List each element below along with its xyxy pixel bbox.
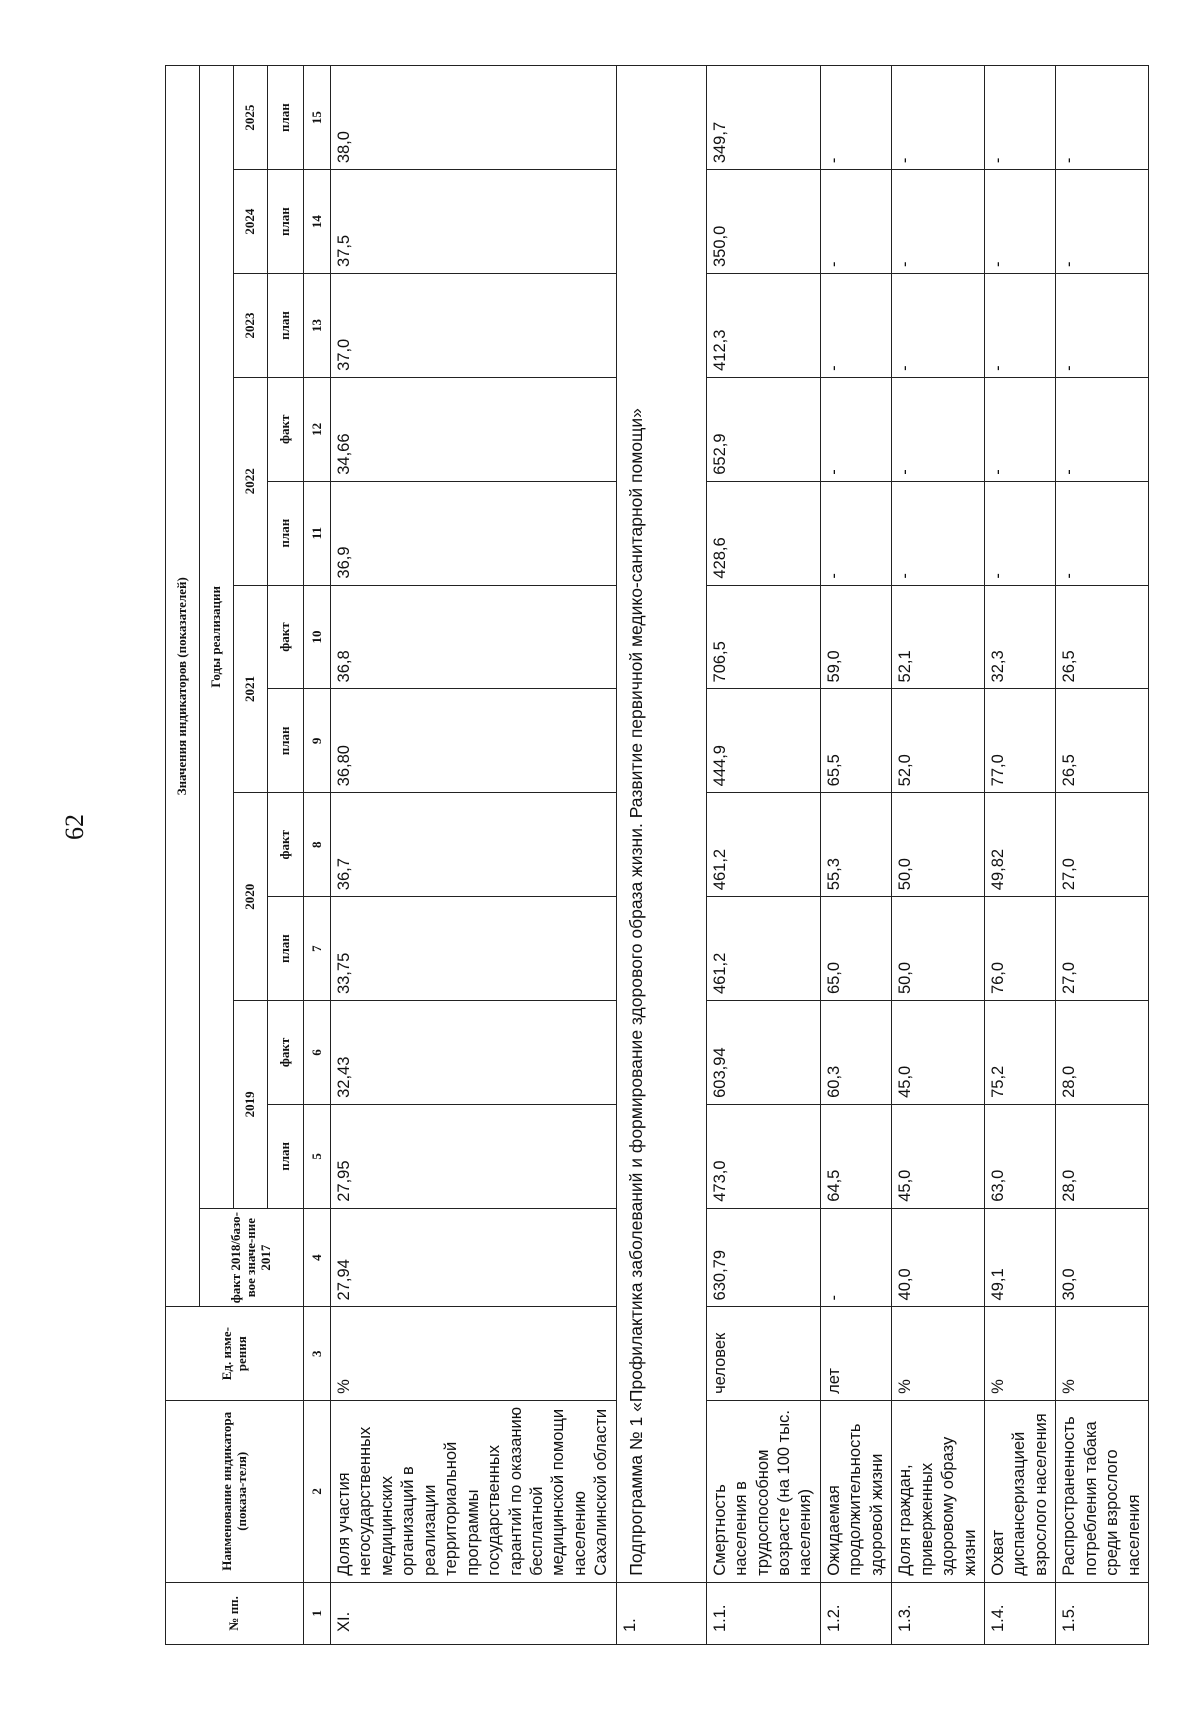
value-cell: 652,9 xyxy=(706,377,820,481)
unit-cell: % xyxy=(892,1307,985,1400)
value-cell: 38,0 xyxy=(331,66,617,170)
table-row xyxy=(820,66,891,1645)
value-cell: 473,0 xyxy=(706,1104,820,1208)
header-years-group: Годы реализации xyxy=(200,66,234,1209)
indicator-name: Распространенность потребления табака среди взрослого населения xyxy=(1056,1400,1149,1582)
value-cell: - xyxy=(892,481,985,585)
value-cell: 50,0 xyxy=(892,897,985,1001)
value-cell: 37,0 xyxy=(331,274,617,378)
header-plan: план xyxy=(268,170,304,274)
base-value-cell: 40,0 xyxy=(892,1208,985,1307)
header-unit: Ед. изме-рения xyxy=(166,1307,304,1400)
header-fact: факт xyxy=(268,793,304,897)
value-cell: 349,7 xyxy=(706,66,820,170)
base-value-cell: 27,94 xyxy=(331,1208,617,1307)
table-row xyxy=(984,66,1055,1645)
value-cell: 32,43 xyxy=(331,1001,617,1105)
table-body xyxy=(331,66,1149,1645)
value-cell: 60,3 xyxy=(820,1001,891,1105)
value-cell: 75,2 xyxy=(984,1001,1055,1105)
indicator-name: Смертность населения в трудоспособном возрасте (на 100 тыс. населения) xyxy=(706,1400,820,1582)
column-number: 9 xyxy=(304,689,331,793)
value-cell: 65,5 xyxy=(820,689,891,793)
value-cell: 26,5 xyxy=(1056,689,1149,793)
value-cell: 50,0 xyxy=(892,793,985,897)
column-number: 14 xyxy=(304,170,331,274)
header-num: № пп. xyxy=(166,1582,304,1644)
value-cell: - xyxy=(892,170,985,274)
value-cell: - xyxy=(1056,170,1149,274)
header-plan: план xyxy=(268,66,304,170)
column-number: 4 xyxy=(304,1208,331,1307)
value-cell: - xyxy=(984,170,1055,274)
value-cell: 52,0 xyxy=(892,689,985,793)
row-number: 1. xyxy=(616,1582,706,1644)
value-cell: 26,5 xyxy=(1056,585,1149,689)
value-cell: 461,2 xyxy=(706,793,820,897)
row-number: 1.1. xyxy=(706,1582,820,1644)
column-number: 6 xyxy=(304,1001,331,1105)
indicator-name: Ожидаемая продолжительность здоровой жизни xyxy=(820,1400,891,1582)
unit-cell: % xyxy=(1056,1307,1149,1400)
value-cell: - xyxy=(820,170,891,274)
value-cell: 36,9 xyxy=(331,481,617,585)
header-year-2019: 2019 xyxy=(234,1001,268,1209)
value-cell: 350,0 xyxy=(706,170,820,274)
table-row xyxy=(331,66,617,1645)
header-year-2020: 2020 xyxy=(234,793,268,1001)
value-cell: 28,0 xyxy=(1056,1001,1149,1105)
value-cell: 76,0 xyxy=(984,897,1055,1001)
value-cell: 706,5 xyxy=(706,585,820,689)
value-cell: - xyxy=(892,66,985,170)
value-cell: - xyxy=(984,377,1055,481)
value-cell: 33,75 xyxy=(331,897,617,1001)
column-number: 8 xyxy=(304,793,331,897)
header-year-2022: 2022 xyxy=(234,377,268,585)
rotated-page-content xyxy=(165,65,1143,1645)
header-year-2021: 2021 xyxy=(234,585,268,793)
base-value-cell: 49,1 xyxy=(984,1208,1055,1307)
row-number: 1.2. xyxy=(820,1582,891,1644)
column-number: 5 xyxy=(304,1104,331,1208)
value-cell: - xyxy=(820,66,891,170)
unit-cell: человек xyxy=(706,1307,820,1400)
value-cell: - xyxy=(892,274,985,378)
value-cell: 63,0 xyxy=(984,1104,1055,1208)
header-name: Наименование индикатора (показа-теля) xyxy=(166,1400,304,1582)
value-cell: - xyxy=(820,481,891,585)
value-cell: 45,0 xyxy=(892,1104,985,1208)
base-value-cell: 30,0 xyxy=(1056,1208,1149,1307)
value-cell: 45,0 xyxy=(892,1001,985,1105)
value-cell: 65,0 xyxy=(820,897,891,1001)
base-value-cell: - xyxy=(820,1208,891,1307)
value-cell: 444,9 xyxy=(706,689,820,793)
value-cell: - xyxy=(1056,66,1149,170)
unit-cell: лет xyxy=(820,1307,891,1400)
column-number: 2 xyxy=(304,1400,331,1582)
table-row xyxy=(706,66,820,1645)
unit-cell: % xyxy=(984,1307,1055,1400)
value-cell: 37,5 xyxy=(331,170,617,274)
value-cell: 59,0 xyxy=(820,585,891,689)
unit-cell: % xyxy=(331,1307,617,1400)
header-fact: факт xyxy=(268,585,304,689)
section-title: Подпрограмма № 1 «Профилактика заболеваний и формирование здорового образа жизни. Развитие первичной медико-санитарной помощи» xyxy=(616,66,706,1583)
header-plan: план xyxy=(268,897,304,1001)
header-year-2025: 2025 xyxy=(234,66,268,170)
value-cell: 36,8 xyxy=(331,585,617,689)
column-number: 15 xyxy=(304,66,331,170)
table-row xyxy=(1056,66,1149,1645)
value-cell: 412,3 xyxy=(706,274,820,378)
value-cell: 52,1 xyxy=(892,585,985,689)
value-cell: 32,3 xyxy=(984,585,1055,689)
value-cell: 34,66 xyxy=(331,377,617,481)
value-cell: 27,0 xyxy=(1056,793,1149,897)
header-values-group: Значения индикаторов (показателей) xyxy=(166,66,200,1307)
value-cell: 77,0 xyxy=(984,689,1055,793)
row-number: 1.3. xyxy=(892,1582,985,1644)
column-number: 12 xyxy=(304,377,331,481)
value-cell: 55,3 xyxy=(820,793,891,897)
value-cell: 64,5 xyxy=(820,1104,891,1208)
header-plan: план xyxy=(268,689,304,793)
section-row xyxy=(616,66,706,1645)
column-number: 3 xyxy=(304,1307,331,1400)
value-cell: - xyxy=(892,377,985,481)
value-cell: 36,80 xyxy=(331,689,617,793)
value-cell: 461,2 xyxy=(706,897,820,1001)
column-number: 10 xyxy=(304,585,331,689)
value-cell: - xyxy=(984,66,1055,170)
indicator-name: Доля граждан, приверженных здоровому образу жизни xyxy=(892,1400,985,1582)
value-cell: - xyxy=(1056,274,1149,378)
value-cell: - xyxy=(1056,377,1149,481)
table-row xyxy=(892,66,985,1645)
row-number: XI. xyxy=(331,1582,617,1644)
value-cell: - xyxy=(984,274,1055,378)
value-cell: 28,0 xyxy=(1056,1104,1149,1208)
header-fact: факт xyxy=(268,377,304,481)
value-cell: 49,82 xyxy=(984,793,1055,897)
row-number: 1.5. xyxy=(1056,1582,1149,1644)
column-number: 1 xyxy=(304,1582,331,1644)
value-cell: 27,0 xyxy=(1056,897,1149,1001)
indicators-table xyxy=(165,65,1149,1645)
header-fact: факт xyxy=(268,1001,304,1105)
indicator-name: Охват диспансеризацией взрослого населения xyxy=(984,1400,1055,1582)
value-cell: 27,95 xyxy=(331,1104,617,1208)
header-year-2024: 2024 xyxy=(234,170,268,274)
header-plan: план xyxy=(268,1104,304,1208)
column-number: 13 xyxy=(304,274,331,378)
column-number: 11 xyxy=(304,481,331,585)
value-cell: 428,6 xyxy=(706,481,820,585)
indicator-name: Доля участия негосударственных медицинских организаций в реализации территориальной программы государственных гарантий по оказанию бесплатной медицинской помощи населению Сахалинской области xyxy=(331,1400,617,1582)
header-plan: план xyxy=(268,274,304,378)
row-number: 1.4. xyxy=(984,1582,1055,1644)
header-plan: план xyxy=(268,481,304,585)
value-cell: - xyxy=(820,274,891,378)
base-value-cell: 630,79 xyxy=(706,1208,820,1307)
value-cell: - xyxy=(820,377,891,481)
value-cell: 36,7 xyxy=(331,793,617,897)
value-cell: - xyxy=(984,481,1055,585)
page-number: 62 xyxy=(60,814,89,840)
header-base: факт 2018/базо-вое значе-ние 2017 xyxy=(200,1208,304,1307)
value-cell: - xyxy=(1056,481,1149,585)
header-year-2023: 2023 xyxy=(234,274,268,378)
value-cell: 603,94 xyxy=(706,1001,820,1105)
column-number: 7 xyxy=(304,897,331,1001)
